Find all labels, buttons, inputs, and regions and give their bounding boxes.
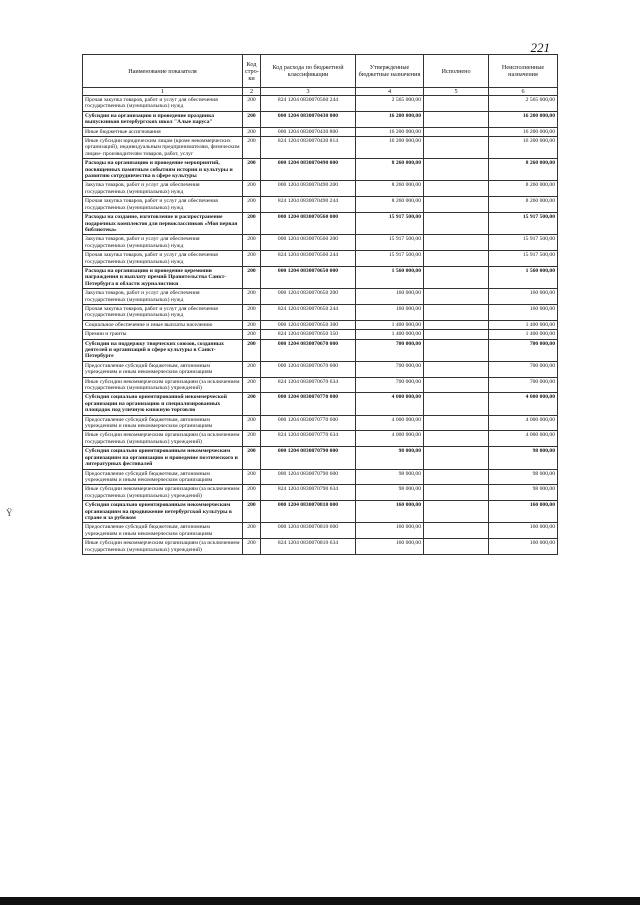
row-approved-cell: 700 000,00: [356, 377, 424, 393]
table-row: [83, 304, 558, 320]
row-executed-cell: [424, 339, 489, 361]
row-expense-code-cell: 000 1204 0830070790 600: [261, 469, 356, 485]
row-unexecuted-cell: 1 400 000,00: [489, 320, 558, 329]
budget-table: [82, 54, 558, 555]
row-line-code-cell: 200: [243, 111, 261, 127]
table-row: [83, 181, 558, 197]
row-approved-cell: 15 917 500,00: [356, 235, 424, 251]
row-line-code-cell: 200: [243, 361, 261, 377]
row-unexecuted-cell: 160 000,00: [489, 523, 558, 539]
row-line-code-cell: 200: [243, 539, 261, 555]
row-executed-cell: [424, 501, 489, 523]
table-row: [83, 339, 558, 361]
row-expense-code-cell: 824 1204 0830070650 244: [261, 304, 356, 320]
row-executed-cell: [424, 197, 489, 213]
header-approved: Утвержденные бюджетные назначения: [356, 55, 424, 88]
row-line-code-cell: 200: [243, 330, 261, 339]
column-number: 1: [83, 88, 243, 96]
row-name-cell: Предоставление субсидий бюджетным, автономным учреждениям и иным некоммерческим организациям: [83, 523, 243, 539]
row-line-code-cell: 200: [243, 96, 261, 112]
row-expense-code-cell: 000 1204 0830070770 600: [261, 415, 356, 431]
row-expense-code-cell: 824 1204 0830070650 350: [261, 330, 356, 339]
row-line-code-cell: 200: [243, 235, 261, 251]
row-line-code-cell: 200: [243, 523, 261, 539]
header-unexecuted: Неисполненные назначения: [489, 55, 558, 88]
row-name-cell: Прочая закупка товаров, работ и услуг для обеспечения государственных (муниципальных) нужд: [83, 197, 243, 213]
row-name-cell: Иные бюджетные ассигнования: [83, 127, 243, 136]
row-executed-cell: [424, 111, 489, 127]
table-row: [83, 361, 558, 377]
page-number: 221: [530, 40, 550, 55]
row-line-code-cell: 200: [243, 339, 261, 361]
header-name: Наименование показателя: [83, 55, 243, 88]
row-expense-code-cell: 824 1204 0830070670 634: [261, 377, 356, 393]
scan-edge-bar: [0, 897, 640, 905]
row-name-cell: Иные субсидии некоммерческим организациям (за исключением государственных (муниципальных) учреждений): [83, 485, 243, 501]
row-unexecuted-cell: 160 000,00: [489, 304, 558, 320]
table-row: [83, 501, 558, 523]
row-executed-cell: [424, 266, 489, 288]
row-name-cell: Социальное обеспечение и иные выплаты населению: [83, 320, 243, 329]
table-row: [83, 431, 558, 447]
row-expense-code-cell: 000 1204 0830070770 000: [261, 393, 356, 415]
row-expense-code-cell: 000 1204 0830070430 800: [261, 127, 356, 136]
row-executed-cell: [424, 251, 489, 267]
row-expense-code-cell: 000 1204 0830070650 000: [261, 266, 356, 288]
row-line-code-cell: 200: [243, 377, 261, 393]
row-executed-cell: [424, 304, 489, 320]
column-number: 6: [489, 88, 558, 96]
table-row: [83, 159, 558, 181]
row-unexecuted-cell: 160 000,00: [489, 539, 558, 555]
row-name-cell: Субсидия социально ориентированным некоммерческим организациям на организацию и проведение поэтического и литературных фестивалей: [83, 447, 243, 469]
row-approved-cell: 160 000,00: [356, 304, 424, 320]
row-executed-cell: [424, 377, 489, 393]
table-row: [83, 447, 558, 469]
row-line-code-cell: 200: [243, 431, 261, 447]
row-approved-cell: 15 917 500,00: [356, 213, 424, 235]
row-line-code-cell: 200: [243, 501, 261, 523]
row-expense-code-cell: 824 1204 0830070810 634: [261, 539, 356, 555]
row-unexecuted-cell: 160 000,00: [489, 289, 558, 305]
row-executed-cell: [424, 181, 489, 197]
row-unexecuted-cell: 98 000,00: [489, 485, 558, 501]
row-executed-cell: [424, 289, 489, 305]
row-executed-cell: [424, 523, 489, 539]
row-name-cell: Прочая закупка товаров, работ и услуг для обеспечения государственных (муниципальных) нужд: [83, 304, 243, 320]
table-row: [83, 330, 558, 339]
row-name-cell: Закупка товаров, работ и услуг для обеспечения государственных (муниципальных) нужд: [83, 289, 243, 305]
table-row: [83, 235, 558, 251]
row-expense-code-cell: 824 1204 0830070790 634: [261, 485, 356, 501]
row-name-cell: Субсидия социально ориентированным некоммерческим организациям на продвижение петербургской культуры в стране и за рубежом: [83, 501, 243, 523]
column-number: 2: [243, 88, 261, 96]
row-line-code-cell: 200: [243, 197, 261, 213]
row-approved-cell: 700 000,00: [356, 339, 424, 361]
row-expense-code-cell: 000 1204 0830070650 200: [261, 289, 356, 305]
row-executed-cell: [424, 330, 489, 339]
row-executed-cell: [424, 469, 489, 485]
margin-mark: Ÿ: [6, 508, 13, 518]
row-unexecuted-cell: 16 200 000,00: [489, 137, 558, 159]
table-row: [83, 377, 558, 393]
row-expense-code-cell: 824 1204 0830070490 244: [261, 197, 356, 213]
row-executed-cell: [424, 213, 489, 235]
row-name-cell: Прочая закупка товаров, работ и услуг для обеспечения государственных (муниципальных) нужд: [83, 251, 243, 267]
row-line-code-cell: 200: [243, 137, 261, 159]
table-body: [83, 96, 558, 555]
row-line-code-cell: 200: [243, 289, 261, 305]
row-unexecuted-cell: 4 000 000,00: [489, 415, 558, 431]
row-name-cell: Предоставление субсидий бюджетным, автономным учреждениям и иным некоммерческим организациям: [83, 415, 243, 431]
header-line-code: Код стро-ки: [243, 55, 261, 88]
row-expense-code-cell: 000 1204 0830070810 600: [261, 523, 356, 539]
row-line-code-cell: 200: [243, 415, 261, 431]
row-line-code-cell: 200: [243, 127, 261, 136]
table-row: [83, 539, 558, 555]
table-row: [83, 393, 558, 415]
row-approved-cell: 1 560 000,00: [356, 266, 424, 288]
row-unexecuted-cell: 700 000,00: [489, 361, 558, 377]
row-expense-code-cell: 000 1204 0830070650 300: [261, 320, 356, 329]
table-row: [83, 523, 558, 539]
row-approved-cell: 1 400 000,00: [356, 320, 424, 329]
row-executed-cell: [424, 415, 489, 431]
row-expense-code-cell: 000 1204 0830070810 000: [261, 501, 356, 523]
table-row: [83, 415, 558, 431]
row-approved-cell: 98 000,00: [356, 485, 424, 501]
row-approved-cell: 8 260 000,00: [356, 181, 424, 197]
row-unexecuted-cell: 2 565 000,00: [489, 96, 558, 112]
row-line-code-cell: 200: [243, 469, 261, 485]
table-row: [83, 320, 558, 329]
row-approved-cell: 16 200 000,00: [356, 111, 424, 127]
row-approved-cell: 2 565 000,00: [356, 96, 424, 112]
row-unexecuted-cell: 98 000,00: [489, 469, 558, 485]
table-row: [83, 289, 558, 305]
row-unexecuted-cell: 8 260 000,00: [489, 197, 558, 213]
row-name-cell: Премии и гранты: [83, 330, 243, 339]
row-name-cell: Иные субсидии некоммерческим организациям (за исключением государственных (муниципальных) учреждений): [83, 539, 243, 555]
row-executed-cell: [424, 539, 489, 555]
row-name-cell: Иные субсидии юридическим лицам (кроме некоммерческих организаций), индивидуальным предпринимателям, физическим лицам- производителям товаров, работ, услуг: [83, 137, 243, 159]
header-executed: Исполнено: [424, 55, 489, 88]
row-unexecuted-cell: 8 260 000,00: [489, 181, 558, 197]
row-approved-cell: 4 000 000,00: [356, 431, 424, 447]
row-expense-code-cell: 824 1204 0830070560 244: [261, 96, 356, 112]
row-name-cell: Закупка товаров, работ и услуг для обеспечения государственных (муниципальных) нужд: [83, 181, 243, 197]
row-executed-cell: [424, 431, 489, 447]
row-name-cell: Субсидия на организацию и проведение праздника выпускников петербургских школ "Алые паруса": [83, 111, 243, 127]
row-line-code-cell: 200: [243, 447, 261, 469]
row-name-cell: Расходы на организацию и проведение мероприятий, посвященных памятным событиям истории и культуры и развитию сотрудничества в сфере культуры: [83, 159, 243, 181]
row-unexecuted-cell: 1 560 000,00: [489, 266, 558, 288]
row-name-cell: Иные субсидии некоммерческим организациям (за исключением государственных (муниципальных) учреждений): [83, 377, 243, 393]
row-approved-cell: 8 260 000,00: [356, 159, 424, 181]
row-executed-cell: [424, 159, 489, 181]
column-number: 3: [261, 88, 356, 96]
row-approved-cell: 700 000,00: [356, 361, 424, 377]
row-unexecuted-cell: 4 000 000,00: [489, 431, 558, 447]
row-expense-code-cell: 000 1204 0830070560 000: [261, 213, 356, 235]
row-expense-code-cell: 000 1204 0830070560 200: [261, 235, 356, 251]
row-executed-cell: [424, 96, 489, 112]
row-expense-code-cell: 824 1204 0830070430 814: [261, 137, 356, 159]
row-unexecuted-cell: 15 917 500,00: [489, 213, 558, 235]
row-executed-cell: [424, 361, 489, 377]
row-unexecuted-cell: 15 917 500,00: [489, 235, 558, 251]
column-number: 4: [356, 88, 424, 96]
row-unexecuted-cell: 700 000,00: [489, 339, 558, 361]
row-approved-cell: 16 200 000,00: [356, 127, 424, 136]
row-approved-cell: 160 000,00: [356, 289, 424, 305]
row-expense-code-cell: 824 1204 0830070770 634: [261, 431, 356, 447]
row-expense-code-cell: 824 1204 0830070560 244: [261, 251, 356, 267]
row-unexecuted-cell: 8 260 000,00: [489, 159, 558, 181]
row-line-code-cell: 200: [243, 393, 261, 415]
row-approved-cell: 160 000,00: [356, 539, 424, 555]
column-number-row: [83, 88, 558, 96]
row-name-cell: Предоставление субсидий бюджетным, автономным учреждениям и иным некоммерческим организациям: [83, 469, 243, 485]
table-row: [83, 266, 558, 288]
row-name-cell: Расходы на организацию и проведение церемонии награждения и выплату премий Правительства Санкт-Петербурга в области журналистики: [83, 266, 243, 288]
row-expense-code-cell: 000 1204 0830070430 000: [261, 111, 356, 127]
row-name-cell: Субсидия социально ориентированной некоммерческой организации на организацию и специализированных площадок под уличную книжную торговлю: [83, 393, 243, 415]
row-expense-code-cell: 000 1204 0830070490 200: [261, 181, 356, 197]
row-approved-cell: 8 260 000,00: [356, 197, 424, 213]
row-line-code-cell: 200: [243, 213, 261, 235]
row-executed-cell: [424, 447, 489, 469]
row-approved-cell: 160 000,00: [356, 523, 424, 539]
row-executed-cell: [424, 393, 489, 415]
table-row: [83, 96, 558, 112]
row-name-cell: Прочая закупка товаров, работ и услуг для обеспечения государственных (муниципальных) нужд: [83, 96, 243, 112]
row-approved-cell: 4 000 000,00: [356, 393, 424, 415]
row-executed-cell: [424, 485, 489, 501]
row-name-cell: Расходы на создание, изготовление и распространение подарочных комплектов для первоклассников «Моя первая библиотека»: [83, 213, 243, 235]
row-executed-cell: [424, 137, 489, 159]
row-expense-code-cell: 000 1204 0830070670 600: [261, 361, 356, 377]
row-name-cell: Закупка товаров, работ и услуг для обеспечения государственных (муниципальных) нужд: [83, 235, 243, 251]
row-line-code-cell: 200: [243, 304, 261, 320]
row-approved-cell: 15 917 500,00: [356, 251, 424, 267]
row-approved-cell: 16 200 000,00: [356, 137, 424, 159]
row-line-code-cell: 200: [243, 159, 261, 181]
row-unexecuted-cell: 700 000,00: [489, 377, 558, 393]
row-expense-code-cell: 000 1204 0830070790 000: [261, 447, 356, 469]
row-executed-cell: [424, 320, 489, 329]
row-unexecuted-cell: 15 917 500,00: [489, 251, 558, 267]
table-row: [83, 251, 558, 267]
row-unexecuted-cell: 16 200 000,00: [489, 127, 558, 136]
row-name-cell: Субсидии на поддержку творческих союзов, созданных деятелей и организаций в сфере культуры в Санкт-Петербурге: [83, 339, 243, 361]
row-unexecuted-cell: 16 200 000,00: [489, 111, 558, 127]
row-line-code-cell: 200: [243, 181, 261, 197]
table-row: [83, 197, 558, 213]
row-approved-cell: 98 000,00: [356, 469, 424, 485]
row-approved-cell: 98 000,00: [356, 447, 424, 469]
row-name-cell: Предоставление субсидий бюджетным, автономным учреждениям и иным некоммерческим организациям: [83, 361, 243, 377]
row-expense-code-cell: 000 1204 0830070670 000: [261, 339, 356, 361]
row-approved-cell: 4 000 000,00: [356, 415, 424, 431]
table-row: [83, 127, 558, 136]
column-number: 5: [424, 88, 489, 96]
table-row: [83, 111, 558, 127]
row-unexecuted-cell: 160 000,00: [489, 501, 558, 523]
header-expense-code: Код расхода по бюджетной классификации: [261, 55, 356, 88]
row-unexecuted-cell: 4 000 000,00: [489, 393, 558, 415]
row-unexecuted-cell: 98 000,00: [489, 447, 558, 469]
row-unexecuted-cell: 1 400 000,00: [489, 330, 558, 339]
row-line-code-cell: 200: [243, 251, 261, 267]
row-name-cell: Иные субсидии некоммерческим организациям (за исключением государственных (муниципальных) учреждений): [83, 431, 243, 447]
row-approved-cell: 1 400 000,00: [356, 330, 424, 339]
row-line-code-cell: 200: [243, 266, 261, 288]
row-executed-cell: [424, 127, 489, 136]
table-row: [83, 469, 558, 485]
table-row: [83, 137, 558, 159]
row-executed-cell: [424, 235, 489, 251]
row-expense-code-cell: 000 1204 0830070490 000: [261, 159, 356, 181]
table-header-row: [83, 55, 558, 88]
table-row: [83, 485, 558, 501]
row-line-code-cell: 200: [243, 485, 261, 501]
row-approved-cell: 160 000,00: [356, 501, 424, 523]
table-row: [83, 213, 558, 235]
row-line-code-cell: 200: [243, 320, 261, 329]
